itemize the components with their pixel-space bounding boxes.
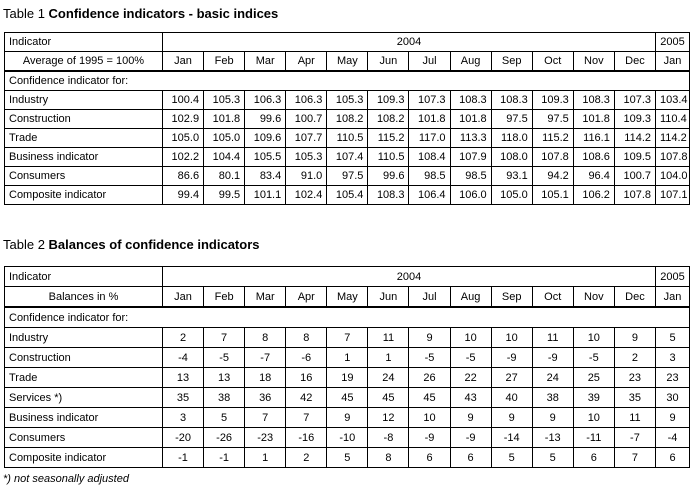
- month-header: Feb: [204, 287, 245, 308]
- value-cell: 101.1: [245, 186, 286, 205]
- value-cell: 5: [532, 448, 573, 468]
- month-header: Sep: [491, 52, 532, 72]
- value-cell: 107.8: [532, 148, 573, 167]
- indicator-header: Indicator: [5, 267, 163, 287]
- month-header: Jul: [409, 52, 450, 72]
- value-cell: 102.2: [163, 148, 204, 167]
- value-cell: 10: [450, 328, 491, 348]
- row-label: Composite indicator: [5, 186, 163, 205]
- value-cell: 94.2: [532, 167, 573, 186]
- month-header: Mar: [245, 287, 286, 308]
- row-label: Trade: [5, 368, 163, 388]
- month-header: Jan: [656, 287, 690, 308]
- month-header: Jan: [163, 52, 204, 72]
- row-label: Business indicator: [5, 408, 163, 428]
- value-cell: 9: [327, 408, 368, 428]
- value-cell: 99.6: [245, 110, 286, 129]
- value-cell: 5: [491, 448, 532, 468]
- value-cell: -4: [163, 348, 204, 368]
- value-cell: -6: [286, 348, 327, 368]
- row-label: Construction: [5, 110, 163, 129]
- value-cell: -16: [286, 428, 327, 448]
- month-header: Dec: [614, 287, 655, 308]
- value-cell: 108.3: [573, 91, 614, 110]
- value-cell: 113.3: [450, 129, 491, 148]
- value-cell: -23: [245, 428, 286, 448]
- value-cell: 105.3: [327, 91, 368, 110]
- value-cell: 110.5: [368, 148, 409, 167]
- value-cell: 105.5: [245, 148, 286, 167]
- value-cell: 101.8: [409, 110, 450, 129]
- value-cell: 93.1: [491, 167, 532, 186]
- value-cell: 107.8: [656, 148, 690, 167]
- value-cell: 108.4: [409, 148, 450, 167]
- value-cell: 27: [491, 368, 532, 388]
- value-cell: 7: [286, 408, 327, 428]
- value-cell: -14: [491, 428, 532, 448]
- value-cell: 7: [245, 408, 286, 428]
- value-cell: 106.4: [409, 186, 450, 205]
- value-cell: 107.4: [327, 148, 368, 167]
- value-cell: 38: [204, 388, 245, 408]
- header-row-years: [5, 267, 690, 287]
- value-cell: 105.3: [286, 148, 327, 167]
- value-cell: -20: [163, 428, 204, 448]
- value-cell: 109.3: [614, 110, 655, 129]
- value-cell: 9: [532, 408, 573, 428]
- value-cell: 24: [368, 368, 409, 388]
- value-cell: 18: [245, 368, 286, 388]
- value-cell: 9: [614, 328, 655, 348]
- subheader: Balances in %: [5, 287, 163, 308]
- value-cell: 105.3: [204, 91, 245, 110]
- value-cell: 100.4: [163, 91, 204, 110]
- subheader: Average of 1995 = 100%: [5, 52, 163, 72]
- value-cell: 102.9: [163, 110, 204, 129]
- value-cell: 106.3: [245, 91, 286, 110]
- table-row: [5, 408, 690, 428]
- value-cell: 23: [614, 368, 655, 388]
- value-cell: 99.6: [368, 167, 409, 186]
- value-cell: -13: [532, 428, 573, 448]
- table-row: [5, 91, 690, 110]
- value-cell: 43: [450, 388, 491, 408]
- row-label: Business indicator: [5, 148, 163, 167]
- value-cell: 86.6: [163, 167, 204, 186]
- value-cell: 2: [614, 348, 655, 368]
- table-row: [5, 167, 690, 186]
- value-cell: 11: [368, 328, 409, 348]
- month-header: Feb: [204, 52, 245, 72]
- value-cell: 115.2: [368, 129, 409, 148]
- section-label-row: [5, 307, 690, 328]
- month-header: Oct: [532, 287, 573, 308]
- table1-basic-indices: [4, 32, 690, 205]
- table-row: [5, 148, 690, 167]
- value-cell: 108.2: [368, 110, 409, 129]
- value-cell: 118.0: [491, 129, 532, 148]
- value-cell: 102.4: [286, 186, 327, 205]
- value-cell: 107.8: [614, 186, 655, 205]
- table2-balances: [4, 266, 690, 468]
- value-cell: -5: [573, 348, 614, 368]
- month-header: Aug: [450, 52, 491, 72]
- year-header-2005: 2005: [656, 33, 690, 52]
- value-cell: 116.1: [573, 129, 614, 148]
- value-cell: 23: [656, 368, 690, 388]
- table-row: [5, 186, 690, 205]
- value-cell: 107.7: [286, 129, 327, 148]
- month-header: Jun: [368, 287, 409, 308]
- value-cell: 108.3: [450, 91, 491, 110]
- value-cell: 9: [491, 408, 532, 428]
- table-row: [5, 129, 690, 148]
- value-cell: 115.2: [532, 129, 573, 148]
- row-label: Composite indicator: [5, 448, 163, 468]
- value-cell: 11: [614, 408, 655, 428]
- value-cell: 108.3: [491, 91, 532, 110]
- month-header: Jul: [409, 287, 450, 308]
- value-cell: 36: [245, 388, 286, 408]
- row-label: Services *): [5, 388, 163, 408]
- value-cell: 107.1: [656, 186, 690, 205]
- value-cell: 10: [573, 408, 614, 428]
- month-header: Nov: [573, 52, 614, 72]
- value-cell: 108.3: [368, 186, 409, 205]
- value-cell: 10: [409, 408, 450, 428]
- section-label: Confidence indicator for:: [5, 307, 690, 328]
- table-row: [5, 448, 690, 468]
- value-cell: 39: [573, 388, 614, 408]
- value-cell: 98.5: [450, 167, 491, 186]
- value-cell: 1: [245, 448, 286, 468]
- value-cell: -9: [532, 348, 573, 368]
- value-cell: 9: [450, 408, 491, 428]
- month-header: Oct: [532, 52, 573, 72]
- value-cell: -5: [450, 348, 491, 368]
- section-label: Confidence indicator for:: [5, 71, 690, 91]
- value-cell: 42: [286, 388, 327, 408]
- table1-caption-number: Table 1: [3, 6, 45, 21]
- value-cell: -9: [491, 348, 532, 368]
- header-row-months: [5, 287, 690, 308]
- value-cell: 1: [368, 348, 409, 368]
- value-cell: 108.6: [573, 148, 614, 167]
- value-cell: 38: [532, 388, 573, 408]
- row-label: Industry: [5, 328, 163, 348]
- year-header-2005: 2005: [656, 267, 690, 287]
- value-cell: 6: [409, 448, 450, 468]
- month-header: Jun: [368, 52, 409, 72]
- value-cell: 35: [614, 388, 655, 408]
- month-header: Jan: [163, 287, 204, 308]
- value-cell: 109.3: [532, 91, 573, 110]
- value-cell: 105.1: [532, 186, 573, 205]
- value-cell: -11: [573, 428, 614, 448]
- month-header: Apr: [286, 52, 327, 72]
- value-cell: 97.5: [491, 110, 532, 129]
- value-cell: 13: [163, 368, 204, 388]
- value-cell: -5: [204, 348, 245, 368]
- value-cell: 6: [656, 448, 690, 468]
- value-cell: 103.4: [656, 91, 690, 110]
- month-header: Mar: [245, 52, 286, 72]
- value-cell: 12: [368, 408, 409, 428]
- table-row: [5, 388, 690, 408]
- value-cell: 45: [327, 388, 368, 408]
- value-cell: 35: [163, 388, 204, 408]
- value-cell: 10: [573, 328, 614, 348]
- value-cell: 96.4: [573, 167, 614, 186]
- month-header: Sep: [491, 287, 532, 308]
- value-cell: 100.7: [286, 110, 327, 129]
- value-cell: 106.0: [450, 186, 491, 205]
- value-cell: 105.0: [204, 129, 245, 148]
- value-cell: 5: [327, 448, 368, 468]
- value-cell: 9: [409, 328, 450, 348]
- row-label: Consumers: [5, 167, 163, 186]
- value-cell: -9: [409, 428, 450, 448]
- month-header: Dec: [614, 52, 655, 72]
- table-row: [5, 348, 690, 368]
- footnote: *) not seasonally adjusted: [3, 473, 129, 485]
- value-cell: -5: [409, 348, 450, 368]
- table2-caption: [3, 237, 260, 253]
- value-cell: 105.0: [163, 129, 204, 148]
- value-cell: 1: [327, 348, 368, 368]
- row-label: Construction: [5, 348, 163, 368]
- table2-caption-number: Table 2: [3, 237, 45, 252]
- value-cell: 107.3: [614, 91, 655, 110]
- value-cell: 11: [532, 328, 573, 348]
- value-cell: 107.9: [450, 148, 491, 167]
- value-cell: 45: [368, 388, 409, 408]
- value-cell: 6: [573, 448, 614, 468]
- value-cell: -1: [163, 448, 204, 468]
- value-cell: 105.4: [327, 186, 368, 205]
- value-cell: 109.3: [368, 91, 409, 110]
- value-cell: 114.2: [656, 129, 690, 148]
- value-cell: 110.5: [327, 129, 368, 148]
- value-cell: 7: [204, 328, 245, 348]
- value-cell: 101.8: [204, 110, 245, 129]
- value-cell: 9: [656, 408, 690, 428]
- table1-caption-title: Confidence indicators - basic indices: [48, 6, 279, 21]
- value-cell: 2: [286, 448, 327, 468]
- table1-caption: [3, 6, 278, 22]
- value-cell: 106.2: [573, 186, 614, 205]
- row-label: Trade: [5, 129, 163, 148]
- value-cell: 30: [656, 388, 690, 408]
- indicator-header: Indicator: [5, 33, 163, 52]
- value-cell: 22: [450, 368, 491, 388]
- value-cell: 109.5: [614, 148, 655, 167]
- value-cell: 99.5: [204, 186, 245, 205]
- value-cell: -1: [204, 448, 245, 468]
- header-row-months: [5, 52, 690, 72]
- value-cell: 100.7: [614, 167, 655, 186]
- section-label-row: [5, 71, 690, 91]
- row-label: Consumers: [5, 428, 163, 448]
- table-row: [5, 368, 690, 388]
- value-cell: 97.5: [327, 167, 368, 186]
- month-header: Nov: [573, 287, 614, 308]
- value-cell: 104.0: [656, 167, 690, 186]
- value-cell: 7: [327, 328, 368, 348]
- value-cell: 7: [614, 448, 655, 468]
- value-cell: 99.4: [163, 186, 204, 205]
- value-cell: 5: [204, 408, 245, 428]
- value-cell: 3: [163, 408, 204, 428]
- table-row: [5, 328, 690, 348]
- value-cell: 19: [327, 368, 368, 388]
- value-cell: 105.0: [491, 186, 532, 205]
- value-cell: 104.4: [204, 148, 245, 167]
- value-cell: -9: [450, 428, 491, 448]
- value-cell: -8: [368, 428, 409, 448]
- month-header: Jan: [656, 52, 690, 72]
- value-cell: 109.6: [245, 129, 286, 148]
- month-header: May: [327, 52, 368, 72]
- value-cell: 3: [656, 348, 690, 368]
- year-header-2004: 2004: [163, 33, 656, 52]
- year-header-2004: 2004: [163, 267, 656, 287]
- table-row: [5, 110, 690, 129]
- value-cell: 6: [450, 448, 491, 468]
- header-row-years: [5, 33, 690, 52]
- value-cell: -7: [614, 428, 655, 448]
- value-cell: 10: [491, 328, 532, 348]
- value-cell: 8: [286, 328, 327, 348]
- value-cell: 117.0: [409, 129, 450, 148]
- value-cell: 26: [409, 368, 450, 388]
- value-cell: 108.0: [491, 148, 532, 167]
- value-cell: 101.8: [450, 110, 491, 129]
- value-cell: 91.0: [286, 167, 327, 186]
- value-cell: 25: [573, 368, 614, 388]
- value-cell: -10: [327, 428, 368, 448]
- value-cell: 80.1: [204, 167, 245, 186]
- table2-caption-title: Balances of confidence indicators: [48, 237, 260, 252]
- value-cell: 13: [204, 368, 245, 388]
- value-cell: 45: [409, 388, 450, 408]
- value-cell: 110.4: [656, 110, 690, 129]
- month-header: Aug: [450, 287, 491, 308]
- value-cell: -7: [245, 348, 286, 368]
- value-cell: 97.5: [532, 110, 573, 129]
- value-cell: 16: [286, 368, 327, 388]
- value-cell: -4: [656, 428, 690, 448]
- month-header: Apr: [286, 287, 327, 308]
- value-cell: 24: [532, 368, 573, 388]
- value-cell: -26: [204, 428, 245, 448]
- value-cell: 83.4: [245, 167, 286, 186]
- row-label: Industry: [5, 91, 163, 110]
- value-cell: 114.2: [614, 129, 655, 148]
- value-cell: 98.5: [409, 167, 450, 186]
- value-cell: 107.3: [409, 91, 450, 110]
- value-cell: 8: [368, 448, 409, 468]
- table-row: [5, 428, 690, 448]
- value-cell: 106.3: [286, 91, 327, 110]
- value-cell: 2: [163, 328, 204, 348]
- value-cell: 101.8: [573, 110, 614, 129]
- value-cell: 40: [491, 388, 532, 408]
- month-header: May: [327, 287, 368, 308]
- value-cell: 5: [656, 328, 690, 348]
- value-cell: 8: [245, 328, 286, 348]
- value-cell: 108.2: [327, 110, 368, 129]
